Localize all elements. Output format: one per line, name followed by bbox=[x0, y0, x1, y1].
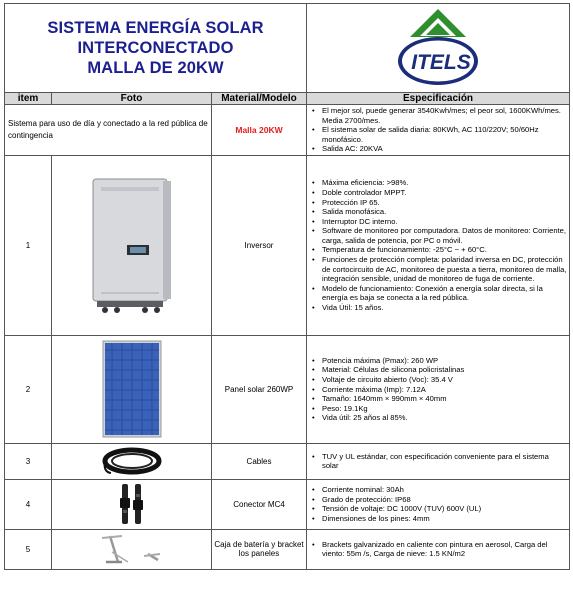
row-material: Caja de batería y bracket los paneles bbox=[212, 529, 307, 569]
header-row bbox=[5, 4, 570, 93]
col-foto: Foto bbox=[52, 93, 212, 105]
spec-table bbox=[4, 3, 570, 570]
spec-item: • Modelo de funcionamiento: Conexión a energía solar directa, si la energía es baja se conecta a la red pública. bbox=[311, 284, 567, 303]
spec-item: • Corriente nominal: 30Ah bbox=[311, 485, 567, 495]
title-line-2: MALLA DE 20KW bbox=[87, 59, 224, 77]
logo-cell bbox=[307, 4, 570, 93]
logo-text: ITELS bbox=[411, 51, 471, 74]
spec-item: • El mejor sol, puede generar 3540Kwh/mes; el peor sol, 1600KWh/mes. Media 2700/mes. bbox=[311, 106, 567, 125]
table-row bbox=[5, 443, 570, 479]
spec-item: • Vida útil: 25 años al 85%. bbox=[311, 413, 567, 423]
solar-panel-icon bbox=[102, 340, 162, 438]
column-header-row bbox=[5, 93, 570, 105]
spec-item: • Software de monitoreo por computadora. Datos de monitoreo: Corriente, carga, salida de potencia, por PC o móvil. bbox=[311, 226, 567, 245]
spec-item: • Funciones de protección completa: polaridad inversa en DC, protección de cortocircuito de AC, monitoreo de puesta a tierra, monitoreo de malla, integración sensible, unidad de monitoreo de fuga de corriente. bbox=[311, 255, 567, 284]
spec-item: • Grado de protección: IP68 bbox=[311, 495, 567, 505]
spec-item: • Potencia máxima (Pmax): 260 WP bbox=[311, 356, 567, 366]
spec-item: • TUV y UL estándar, con especificación conveniente para el sistema solar bbox=[311, 452, 567, 471]
spec-item: • Tensión de voltaje: DC 1000V (TUV) 600V (UL) bbox=[311, 504, 567, 514]
row-photo bbox=[52, 529, 212, 569]
table-row bbox=[5, 479, 570, 529]
title-line-1: SISTEMA ENERGÍA SOLAR INTERCONECTADO bbox=[47, 19, 264, 57]
spec-item: • Tamaño: 1640mm × 990mm × 40mm bbox=[311, 394, 567, 404]
table-row bbox=[5, 529, 570, 569]
row-material: Inversor bbox=[212, 155, 307, 335]
spec-item: • Salida AC: 20KVA bbox=[311, 144, 567, 154]
inverter-icon bbox=[87, 175, 177, 315]
row-item-number: 1 bbox=[5, 155, 52, 335]
itels-logo bbox=[393, 7, 483, 89]
bracket-icon bbox=[92, 532, 172, 566]
row-specs bbox=[307, 335, 570, 443]
intro-description: Sistema para uso de día y conectado a la red pública de contingencia bbox=[5, 105, 212, 156]
spec-item: • Material: Células de silicona policristalinas bbox=[311, 365, 567, 375]
spec-item: • Salida monofásica. bbox=[311, 207, 567, 217]
spec-item: • Corriente máxima (Imp): 7.12A bbox=[311, 385, 567, 395]
col-item: item bbox=[5, 93, 52, 105]
cable-coil-icon bbox=[101, 446, 163, 476]
spec-item: • Brackets galvanizado en caliente con pintura en aerosol, Carga del viento: 55m /s, Carga de nieve: 1.5 KN/m2 bbox=[311, 540, 567, 559]
col-spec: Especificación bbox=[307, 93, 570, 105]
table-row bbox=[5, 155, 570, 335]
row-material: Conector MC4 bbox=[212, 479, 307, 529]
intro-row bbox=[5, 105, 570, 156]
row-photo bbox=[52, 155, 212, 335]
spec-item: • Dimensiones de los pines: 4mm bbox=[311, 514, 567, 524]
row-item-number: 3 bbox=[5, 443, 52, 479]
intro-model: Malla 20KW bbox=[212, 105, 307, 156]
row-photo bbox=[52, 479, 212, 529]
table-row bbox=[5, 335, 570, 443]
row-material: Panel solar 260WP bbox=[212, 335, 307, 443]
spec-item: • Doble controlador MPPT. bbox=[311, 188, 567, 198]
row-photo bbox=[52, 443, 212, 479]
spec-sheet bbox=[4, 3, 569, 597]
spec-item: • Vida Útil: 15 años. bbox=[311, 303, 567, 313]
spec-item: • Peso: 19.1Kg bbox=[311, 404, 567, 414]
spec-item: • El sistema solar de salida diaria: 80KWh, AC 110/220V; 50/60Hz monofásico. bbox=[311, 125, 567, 144]
row-material: Cables bbox=[212, 443, 307, 479]
spec-item: • Máxima eficiencia: >98%. bbox=[311, 178, 567, 188]
mc4-connector-icon bbox=[115, 482, 149, 526]
spec-item: • Temperatura de funcionamiento: -25°C ~ + 60°C. bbox=[311, 245, 567, 255]
row-specs bbox=[307, 529, 570, 569]
spec-item: • Protección IP 65. bbox=[311, 198, 567, 208]
row-specs bbox=[307, 479, 570, 529]
row-specs bbox=[307, 155, 570, 335]
row-specs bbox=[307, 443, 570, 479]
row-item-number: 2 bbox=[5, 335, 52, 443]
row-photo bbox=[52, 335, 212, 443]
intro-specs bbox=[307, 105, 570, 156]
document-title bbox=[5, 4, 307, 93]
spec-item: • Interruptor DC interno. bbox=[311, 217, 567, 227]
row-item-number: 5 bbox=[5, 529, 52, 569]
row-item-number: 4 bbox=[5, 479, 52, 529]
col-material: Material/Modelo bbox=[212, 93, 307, 105]
spec-item: • Voltaje de circuito abierto (Voc): 35.4 V bbox=[311, 375, 567, 385]
